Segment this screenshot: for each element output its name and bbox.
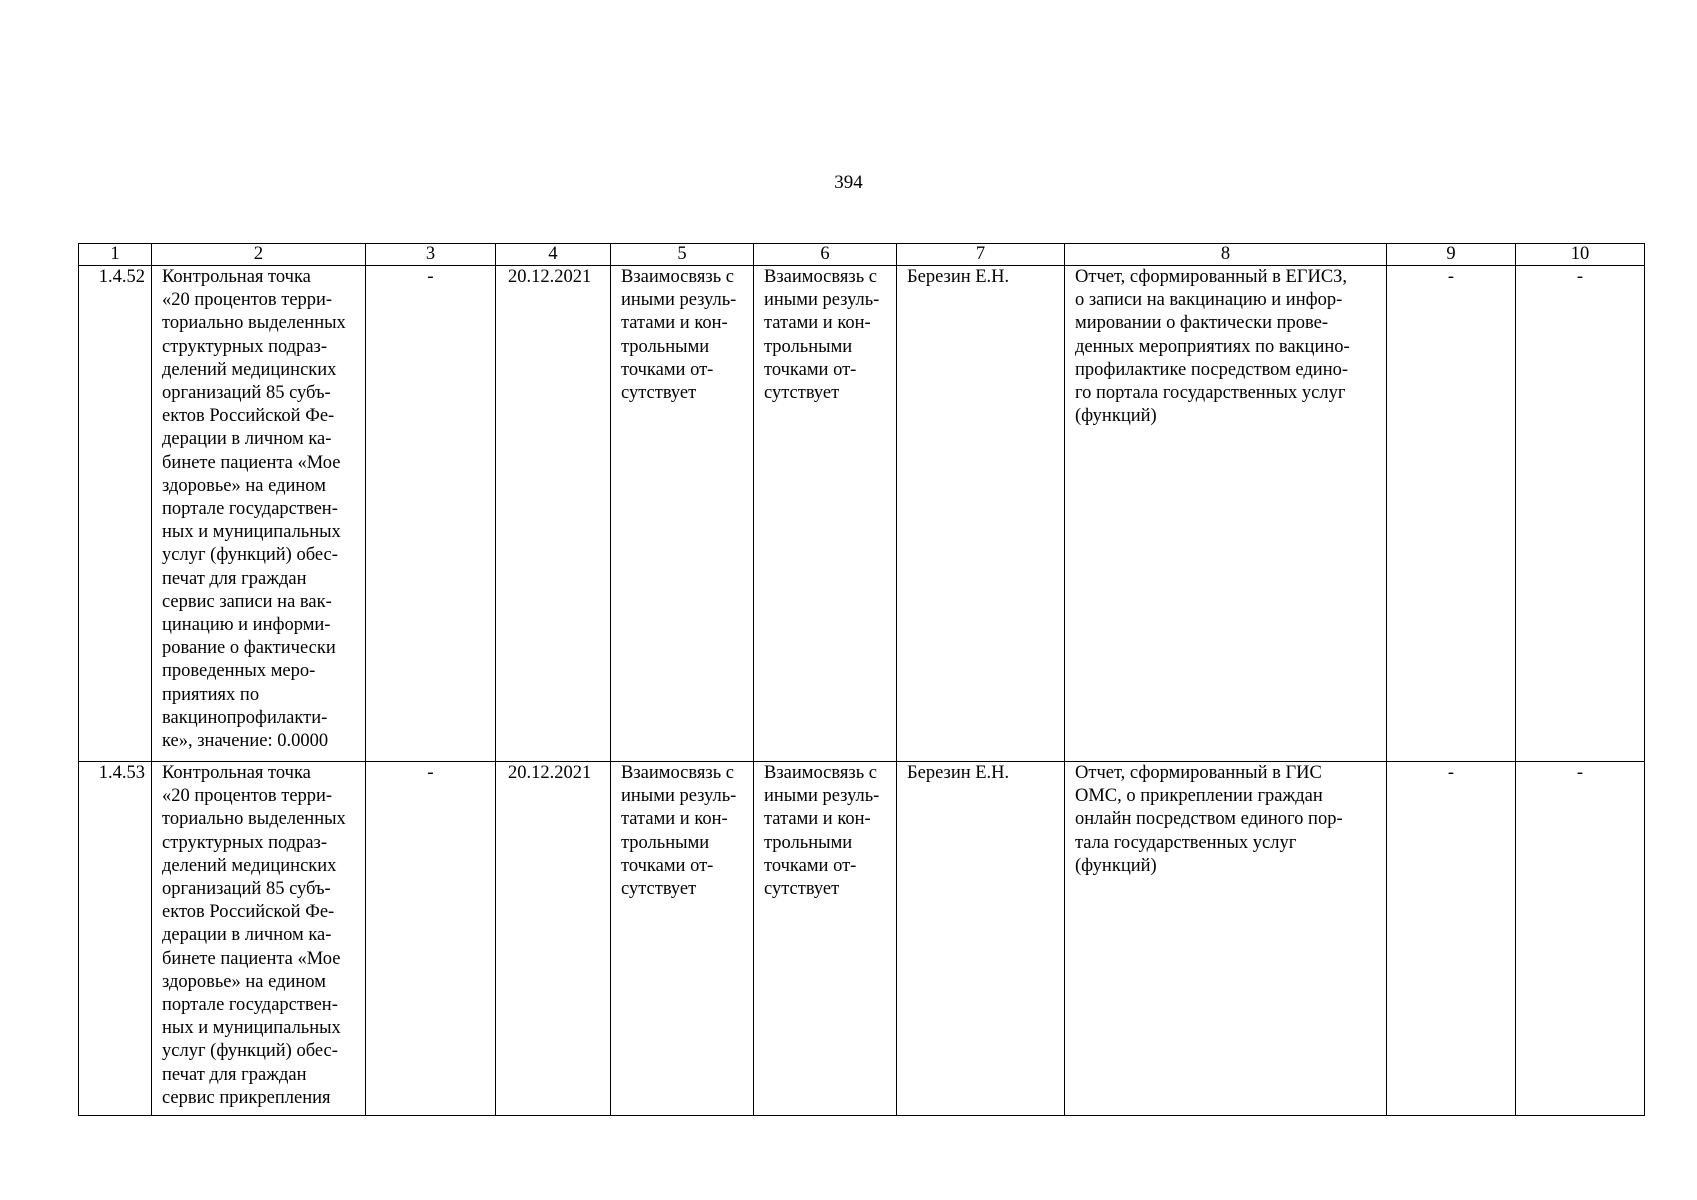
cell-text-line: иными резуль- <box>764 786 880 807</box>
cell-text-line: сутствует <box>764 383 840 404</box>
cell-text-line: структурных подраз- <box>162 336 328 357</box>
report-cell <box>1065 762 1387 1116</box>
header-row <box>79 244 1645 266</box>
cell-text-line: ке», значение: 0.0000 <box>162 731 329 752</box>
cell-text-line: татами и кон- <box>621 313 728 334</box>
relation-results-cell <box>611 762 754 1116</box>
column-header: 4 <box>496 244 611 266</box>
cell-text-line: здоровье» на едином <box>162 971 326 992</box>
col3-cell: - <box>366 762 496 1116</box>
cell-text-line: здоровье» на едином <box>162 475 326 496</box>
cell-text-line: Отчет, сформированный в ЕГИСЗ, <box>1075 267 1348 287</box>
cell-text-line: денных мероприятиях по вакцино- <box>1075 336 1350 357</box>
cell-text-line: татами и кон- <box>621 809 728 830</box>
cell-text-line: точками от- <box>621 855 714 876</box>
cell-text-line: Контрольная точка <box>162 267 311 287</box>
cell-text-line: о записи на вакцинацию и инфор- <box>1075 290 1343 311</box>
column-header: 8 <box>1065 244 1387 266</box>
cell-text-line: Взаимосвязь с <box>764 763 877 783</box>
col9-cell: - <box>1387 266 1516 762</box>
cell-text-line: трольными <box>621 832 710 853</box>
cell-text-line: профилактике посредством едино- <box>1075 359 1349 380</box>
col9-cell: - <box>1387 762 1516 1116</box>
relation-points-cell <box>754 266 897 762</box>
cell-text-line: дерации в личном ка- <box>162 429 332 450</box>
cell-text-line: Взаимосвязь с <box>621 267 734 287</box>
cell-text-line: (функций) <box>1075 855 1157 876</box>
cell-text-line: цинацию и информи- <box>162 615 331 636</box>
table-row <box>79 266 1645 762</box>
cell-text-line: Взаимосвязь с <box>764 267 877 287</box>
cell-text-line: вакцинопрофилакти- <box>162 707 328 728</box>
cell-text-line: организаций 85 субъ- <box>162 879 331 900</box>
cell-text-line: точками от- <box>621 359 714 380</box>
column-header: 1 <box>79 244 152 266</box>
cell-text-line: точками от- <box>764 359 857 380</box>
relation-results-cell <box>611 266 754 762</box>
cell-text-line: онлайн посредством единого пор- <box>1075 809 1343 830</box>
cell-text-line: организаций 85 субъ- <box>162 383 331 404</box>
cell-text-line: сервис записи на вак- <box>162 591 332 612</box>
column-header: 10 <box>1516 244 1645 266</box>
cell-text-line: структурных подраз- <box>162 832 328 853</box>
column-header: 9 <box>1387 244 1516 266</box>
cell-text-line: рование о фактически <box>162 638 336 659</box>
cell-text-line: Контрольная точка <box>162 763 311 783</box>
cell-text-line: ектов Российской Фе- <box>162 902 335 923</box>
cell-text-line: «20 процентов терри- <box>162 786 333 807</box>
relation-points-cell <box>754 762 897 1116</box>
column-header: 5 <box>611 244 754 266</box>
cell-text-line: делений медицинских <box>162 855 337 876</box>
date-cell: 20.12.2021 <box>496 266 611 762</box>
cell-text-line: печат для граждан <box>162 568 307 589</box>
cell-text-line: иными резуль- <box>764 290 880 311</box>
cell-text-line: точками от- <box>764 855 857 876</box>
control-point-name-cell <box>152 762 366 1116</box>
cell-text-line: портале государствен- <box>162 499 338 520</box>
column-header: 2 <box>152 244 366 266</box>
cell-text-line: ОМС, о прикреплении граждан <box>1075 786 1323 807</box>
cell-text-line: трольными <box>764 832 853 853</box>
cell-text-line: татами и кон- <box>764 313 871 334</box>
cell-text-line: дерации в личном ка- <box>162 925 332 946</box>
column-header: 7 <box>897 244 1065 266</box>
col3-cell: - <box>366 266 496 762</box>
cell-text-line: услуг (функций) обес- <box>162 1041 338 1062</box>
table-row <box>79 762 1645 1116</box>
cell-text-line: ных и муниципальных <box>162 1018 341 1039</box>
col10-cell: - <box>1516 762 1645 1116</box>
cell-text-line: трольными <box>621 336 710 357</box>
col10-cell: - <box>1516 266 1645 762</box>
cell-text-line: ектов Российской Фе- <box>162 406 335 427</box>
cell-text-line: ториально выделенных <box>162 313 346 334</box>
cell-text-line: бинете пациента «Мое <box>162 948 341 969</box>
cell-text-line: бинете пациента «Мое <box>162 452 341 473</box>
cell-text-line: ных и муниципальных <box>162 522 341 543</box>
page-number: 394 <box>834 172 863 193</box>
cell-text-line: проведенных меро- <box>162 661 316 682</box>
cell-text-line: делений медицинских <box>162 359 337 380</box>
column-header: 3 <box>366 244 496 266</box>
cell-text-line: Отчет, сформированный в ГИС <box>1075 763 1322 783</box>
row-number-cell: 1.4.52 <box>79 266 152 762</box>
date-cell: 20.12.2021 <box>496 762 611 1116</box>
cell-text-line: услуг (функций) обес- <box>162 545 338 566</box>
cell-text-line: сутствует <box>764 879 840 900</box>
cell-text-line: татами и кон- <box>764 809 871 830</box>
cell-text-line: иными резуль- <box>621 290 737 311</box>
responsible-cell: Березин Е.Н. <box>897 266 1065 762</box>
cell-text-line: трольными <box>764 336 853 357</box>
cell-text-line: (функций) <box>1075 406 1157 427</box>
report-cell <box>1065 266 1387 762</box>
control-point-name-cell <box>152 266 366 762</box>
cell-text-line: иными резуль- <box>621 786 737 807</box>
cell-text-line: ториально выделенных <box>162 809 346 830</box>
cell-text-line: «20 процентов терри- <box>162 290 333 311</box>
cell-text-line: портале государствен- <box>162 995 338 1016</box>
cell-text-line: тала государственных услуг <box>1075 832 1297 853</box>
control-points-table <box>78 243 1645 1116</box>
cell-text-line: го портала государственных услуг <box>1075 383 1346 404</box>
cell-text-line: сутствует <box>621 383 697 404</box>
cell-text-line: мировании о фактически прове- <box>1075 313 1329 334</box>
responsible-cell: Березин Е.Н. <box>897 762 1065 1116</box>
cell-text-line: сервис прикрепления <box>162 1087 331 1108</box>
cell-text-line: печат для граждан <box>162 1064 307 1085</box>
cell-text-line: приятиях по <box>162 684 260 705</box>
row-number-cell: 1.4.53 <box>79 762 152 1116</box>
cell-text-line: сутствует <box>621 879 697 900</box>
column-header: 6 <box>754 244 897 266</box>
cell-text-line: Взаимосвязь с <box>621 763 734 783</box>
